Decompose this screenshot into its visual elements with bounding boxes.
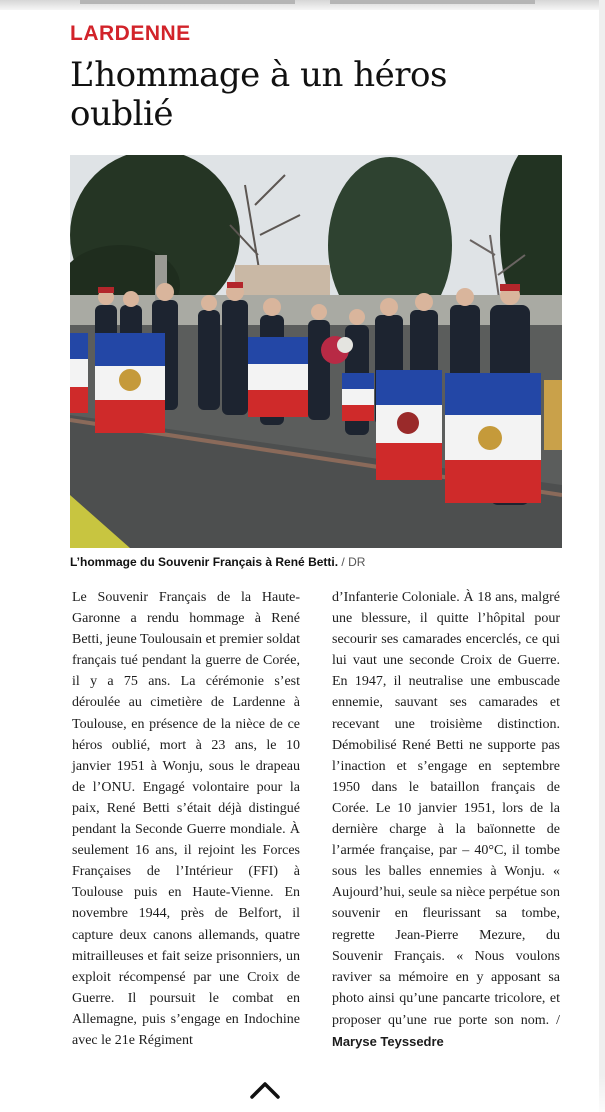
article-column-right	[332, 587, 560, 1053]
headline: L’hommage à un héros oublié	[70, 55, 447, 134]
chevron-up-icon[interactable]	[248, 1078, 282, 1102]
ceremony-photo	[70, 155, 562, 548]
article-paragraph: d’Infanterie Coloniale. À 18 ans, malgré une blessure, il quitte l’hôpital pour secourir ses camarades encerclés, ce qui lui vaut une seconde Croix de Guerre. En 1947, il neutralise une embuscade ennemie, sauvant ses camarades et recevant une troisième distinction. Démobilisé René Betti ne supporte pas l’inaction et s’engage en septembre 1950 dans le bataillon français de Corée. Le 10 janvier 1951, lors de la dernière charge à la baïonnette de l’armée française, par – 40°C, il tombe sous les balles ennemies à Wonju. « Aujourd’hui, seule sa nièce perpétue son souvenir en fleurissant sa tombe, regrette Jean-Pierre Mezure, du Souvenir Français. « Nous voulons raviver sa mémoire en y apposant sa photo ainsi qu’une pancarte tricolore, et proposer qu’une rue porte son nom. / Maryse Teyssedre	[332, 590, 561, 1049]
section-label: LARDENNE	[70, 22, 191, 45]
previous-article-strip	[0, 0, 605, 10]
photo-credit: / DR	[338, 555, 366, 569]
caption-text: L’hommage du Souvenir Français à René Betti.	[70, 555, 339, 569]
page-edge	[599, 0, 605, 1112]
photo-caption	[70, 555, 562, 569]
article-column-left	[72, 587, 300, 1051]
bottom-fade-overlay	[0, 1075, 605, 1112]
article-text: d’Infanterie Coloniale. À 18 ans, malgré une blessure, il quitte l’hôpital pour secourir ses camarades encerclés, ce qui lui vaut une seconde Croix de Guerre. En 1947, il neutralise une embuscade ennemie, sauvant ses camarades et recevant une troisième distinction. Démobilisé René Betti ne supporte pas l’inaction et s’engage en septembre 1950 dans le bataillon français de Corée. Le 10 janvier 1951, lors de la dernière charge à la baïonnette de l’armée française, par – 40°C, il tombe sous les balles ennemies à Wonju. « Aujourd’hui, seule sa nièce perpétue son souvenir en fleurissant sa tombe, regrette Jean-Pierre Mezure, du Souvenir Français. « Nous voulons raviver sa mémoire en y apposant sa photo ainsi qu’une pancarte tricolore, et proposer qu’une rue porte son nom.	[332, 590, 560, 1028]
author-signature: Maryse Teyssedre	[332, 1033, 444, 1049]
article-paragraph: Le Souvenir Français de la Haute-Garonne a rendu hommage à René Betti, jeune Toulousain et premier soldat français tué pendant la guerre de Corée, il y a 75 ans. La cérémonie s’est déroulée au cimetière de Lardenne à Toulouse, en présence de la nièce de ce héros oublié, mort à 23 ans, le 10 janvier 1951 à Wonju, sous le drapeau de l’ONU. Engagé volontaire pour la paix, René Betti s’était déjà distingué pendant la Seconde Guerre mondiale. À seulement 16 ans, il rejoint les Forces Françaises de l’Intérieur (FFI) à Toulouse puis en Haute-Vienne. En novembre 1944, près de Belfort, il capture deux canons allemands, quatre mitrailleuses et fait seize prisonniers, un exploit récompensé par une Croix de Guerre. Il poursuit le combat en Allemagne, puis s’engage en Indochine avec le 21e Régiment	[72, 590, 300, 1048]
